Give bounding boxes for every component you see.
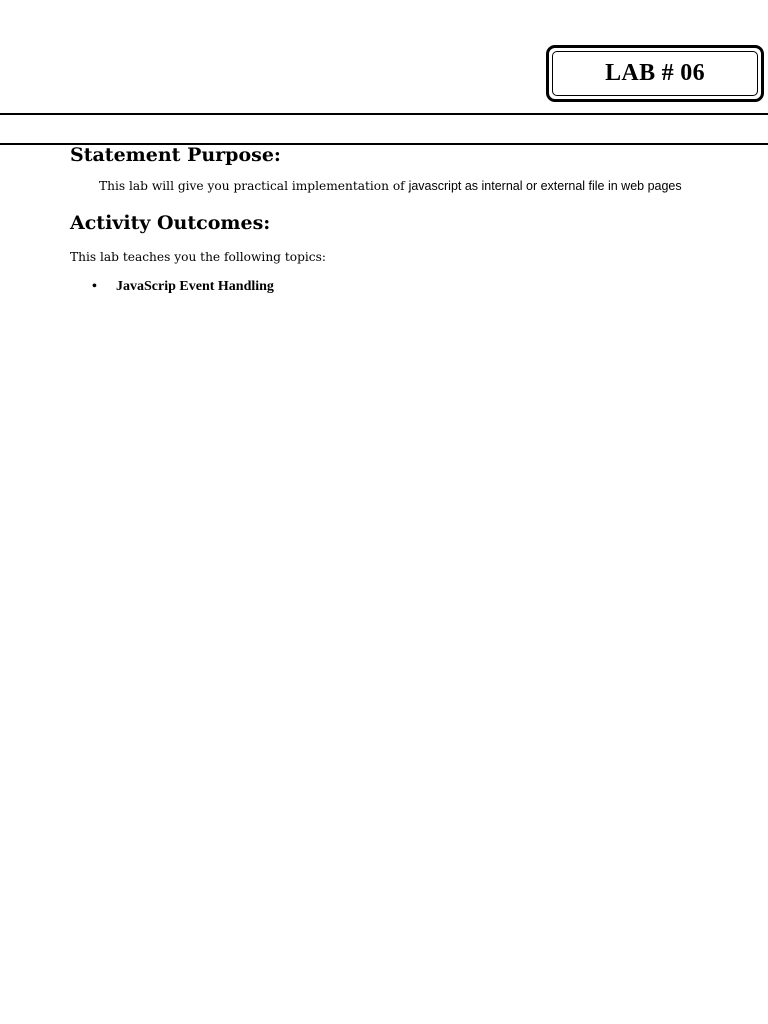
statement-purpose-text-part2: javascript as internal or external file in web pages <box>408 179 682 193</box>
bullet-icon: • <box>92 279 97 294</box>
statement-purpose-text <box>99 179 709 194</box>
statement-purpose-text-part1: This lab will give you practical implementation of <box>99 179 409 193</box>
topic-label: JavaScrip Event Handling <box>116 279 274 294</box>
topic-list <box>92 278 274 295</box>
activity-outcomes-intro: This lab teaches you the following topics: <box>70 250 326 264</box>
lab-number-label: LAB # 06 <box>552 51 758 96</box>
lab-number-box <box>546 45 764 102</box>
activity-outcomes-heading: Activity Outcomes: <box>70 212 271 234</box>
header-rule-top <box>0 113 768 115</box>
statement-purpose-heading: Statement Purpose: <box>70 144 281 166</box>
list-item <box>92 278 274 295</box>
